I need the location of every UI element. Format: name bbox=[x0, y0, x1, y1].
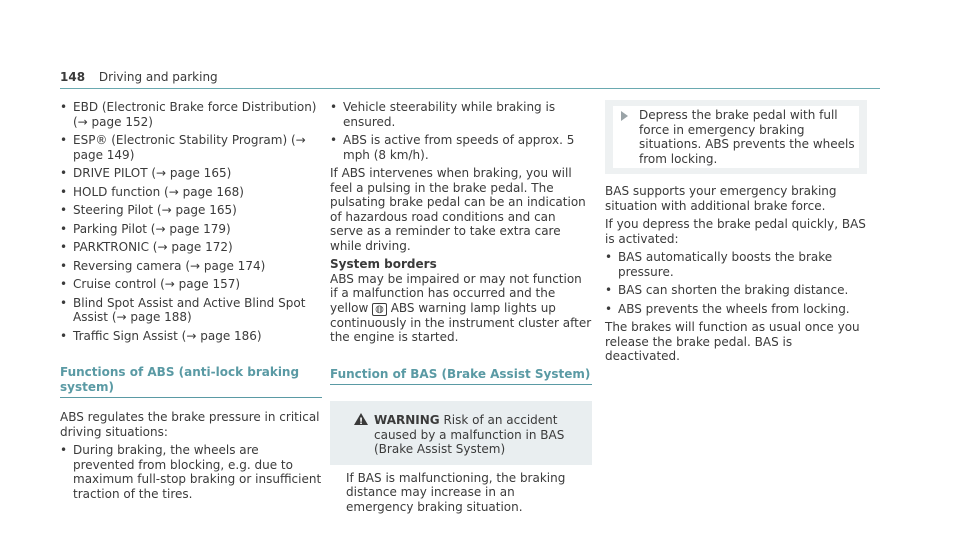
bas-paragraph-2: If you depress the brake pedal quickly, BAS is activated: bbox=[605, 217, 866, 246]
list-item: • Steering Pilot (→ page 165) bbox=[60, 203, 322, 218]
abs-paragraph: If ABS intervenes when braking, you will feel a pulsing in the brake pedal. The pulsating brake pedal can be an indication of hazardous road conditions and can serve as a reminder to take extra care while driving. bbox=[330, 166, 586, 253]
list-item: • Reversing camera (→ page 174) bbox=[60, 259, 322, 274]
chapter-title: Driving and parking bbox=[98, 70, 218, 84]
list-item: • ESP® (Electronic Stability Program) (→ page 149) bbox=[60, 133, 322, 162]
abs-intro: ABS regulates the brake pressure in critical driving situations: bbox=[60, 410, 320, 439]
bas-list bbox=[605, 250, 867, 316]
list-item: • Cruise control (→ page 157) bbox=[60, 277, 322, 292]
page-number: 148 bbox=[60, 70, 86, 84]
list-item: • HOLD function (→ page 168) bbox=[60, 185, 322, 200]
warning-header bbox=[346, 413, 582, 457]
step-arrow-icon bbox=[621, 111, 628, 121]
list-item: • Vehicle steerability while braking is ensured. bbox=[330, 100, 592, 129]
bas-paragraph-3: The brakes will function as usual once you release the brake pedal. BAS is deactivated. bbox=[605, 320, 860, 363]
page-header bbox=[60, 70, 218, 85]
abs-warning-lamp-icon: ◍ bbox=[372, 303, 387, 316]
list-item: • Blind Spot Assist and Active Blind Spot Assist (→ page 188) bbox=[60, 296, 322, 325]
list-item: • ABS is active from speeds of approx. 5 mph (8 km/h). bbox=[330, 133, 592, 162]
instruction-text: Depress the brake pedal with full force in emergency braking situations. ABS prevents the wheels from locking. bbox=[639, 108, 855, 166]
warning-body: If BAS is malfunctioning, the braking distance may increase in an emergency braking situation. bbox=[330, 465, 592, 523]
abs-list bbox=[60, 443, 322, 501]
list-item: • PARKTRONIC (→ page 172) bbox=[60, 240, 322, 255]
list-item: • EBD (Electronic Brake force Distribution) (→ page 152) bbox=[60, 100, 322, 129]
system-borders-text: ABS may be impaired or may not function if a malfunction has occurred and the yellow ◍ ABS warning lamp lights up continuously in the instrument cluster after the engine is started. bbox=[330, 271, 592, 344]
list-item: • During braking, the wheels are prevented from blocking, e.g. due to maximum full-stop braking or insufficient traction of the tires. bbox=[60, 443, 322, 501]
warning-box bbox=[330, 401, 592, 522]
column-3 bbox=[605, 100, 867, 368]
header-rule bbox=[60, 88, 880, 89]
list-item: • BAS automatically boosts the brake pressure. bbox=[605, 250, 867, 279]
bas-paragraph-1: BAS supports your emergency braking situation with additional brake force. bbox=[605, 184, 837, 213]
abs-list-continued bbox=[330, 100, 592, 162]
column-2 bbox=[330, 100, 592, 522]
instruction-box bbox=[605, 100, 867, 174]
list-item: • Traffic Sign Assist (→ page 186) bbox=[60, 329, 322, 344]
warning-label: WARNING bbox=[374, 413, 440, 427]
warning-triangle-icon bbox=[354, 413, 368, 425]
column-1 bbox=[60, 100, 322, 505]
list-item: • BAS can shorten the braking distance. bbox=[605, 283, 867, 298]
list-item: • ABS prevents the wheels from locking. bbox=[605, 302, 867, 317]
warning-heading-text: Risk of an accident caused by a malfunction in BAS (Brake Assist System) bbox=[374, 413, 565, 456]
system-list bbox=[60, 100, 322, 343]
system-borders-title: System borders bbox=[330, 257, 437, 271]
list-item: • Parking Pilot (→ page 179) bbox=[60, 222, 322, 237]
abs-section-title: Functions of ABS (anti-lock braking system) bbox=[60, 365, 322, 398]
list-item: • DRIVE PILOT (→ page 165) bbox=[60, 166, 322, 181]
bas-section-title: Function of BAS (Brake Assist System) bbox=[330, 367, 592, 386]
